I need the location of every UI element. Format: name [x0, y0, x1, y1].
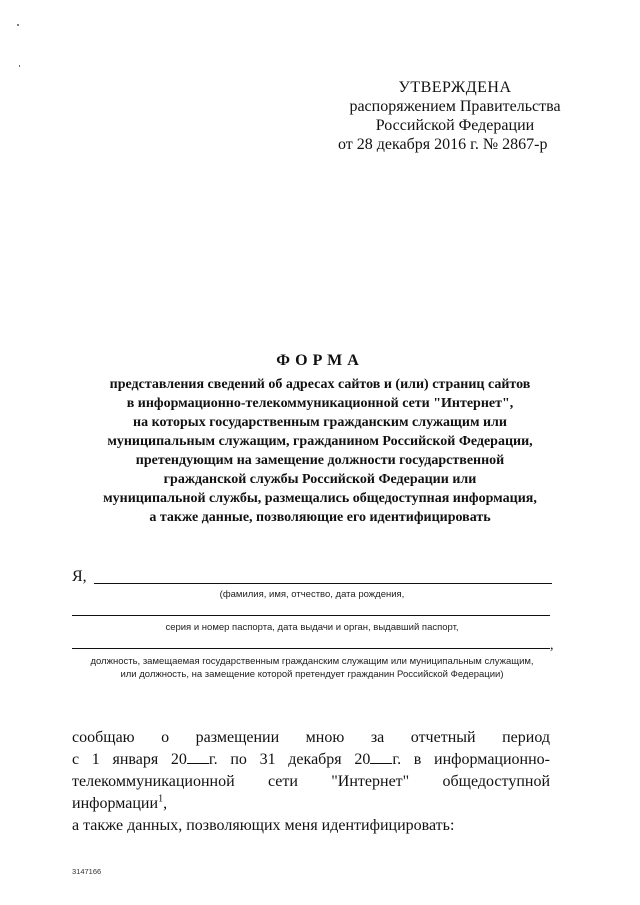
line-comma: ,	[550, 638, 554, 653]
subtitle-line: а также данные, позволяющие его идентифицировать	[149, 510, 491, 525]
ya-label: Я,	[72, 568, 87, 585]
year-start-blank[interactable]	[187, 750, 209, 764]
subtitle-line: на которых государственным гражданским служащим или	[133, 415, 507, 430]
body-line-2-part-c: г. в информационно-	[392, 751, 550, 768]
approval-line-2: Российской Федерации	[375, 117, 535, 134]
body-line-2	[72, 749, 550, 771]
subtitle-line: представления сведений об адресах сайтов и (или) страниц сайтов	[109, 377, 531, 392]
body-paragraph	[72, 727, 550, 837]
passport-fill-line[interactable]	[72, 615, 550, 616]
subtitle-line: муниципальной службы, размещались общедоступная информация,	[103, 491, 537, 506]
name-fill-line[interactable]	[94, 583, 552, 584]
subtitle-line: гражданской службы Российской Федерации или	[163, 472, 477, 487]
body-line-3-text: телекоммуникационной сети "Интернет" общедоступной информации	[72, 773, 550, 812]
approval-line-1: распоряжением Правительства	[349, 98, 561, 115]
subtitle-line: в информационно-телекоммуникационной сети "Интернет",	[126, 396, 514, 411]
body-line-2-part-b: г. по 31 декабря 20	[208, 751, 371, 768]
scan-speck	[19, 65, 20, 67]
document-number: 3147166	[72, 867, 102, 876]
subtitle-line: муниципальным служащим, гражданином Российской Федерации,	[107, 434, 533, 449]
caption-name: (фамилия, имя, отчество, дата рождения,	[219, 589, 405, 600]
approval-title: УТВЕРЖДЕНА	[398, 79, 512, 96]
body-line-2-part-a: с 1 января 20	[72, 751, 187, 768]
body-line-1: сообщаю о размещении мною за отчетный период	[72, 729, 550, 746]
body-line-4: а также данных, позволяющих меня идентифицировать:	[72, 817, 455, 834]
caption-position-line-1: должность, замещаемая государственным гражданским служащим или муниципальным служащим,	[90, 656, 534, 667]
scan-speck	[17, 24, 19, 26]
subtitle-line: претендующим на замещение должности государственной	[135, 453, 505, 468]
body-line-3	[72, 771, 550, 815]
approval-date-line: от 28 декабря 2016 г. № 2867-р	[338, 136, 548, 153]
caption-position-line-2: или должность, на замещение которой претендует гражданин Российской Федерации)	[120, 669, 504, 680]
body-line-3-end: ,	[163, 795, 168, 812]
year-end-blank[interactable]	[370, 750, 392, 764]
caption-passport: серия и номер паспорта, дата выдачи и орган, выдавший паспорт,	[165, 622, 459, 633]
approval-block	[330, 78, 580, 154]
form-subtitle	[60, 375, 580, 527]
caption-position	[72, 655, 552, 681]
form-title: ФОРМА	[276, 352, 364, 369]
position-fill-line[interactable]	[72, 648, 550, 649]
footnote-mark: 1	[158, 793, 164, 805]
